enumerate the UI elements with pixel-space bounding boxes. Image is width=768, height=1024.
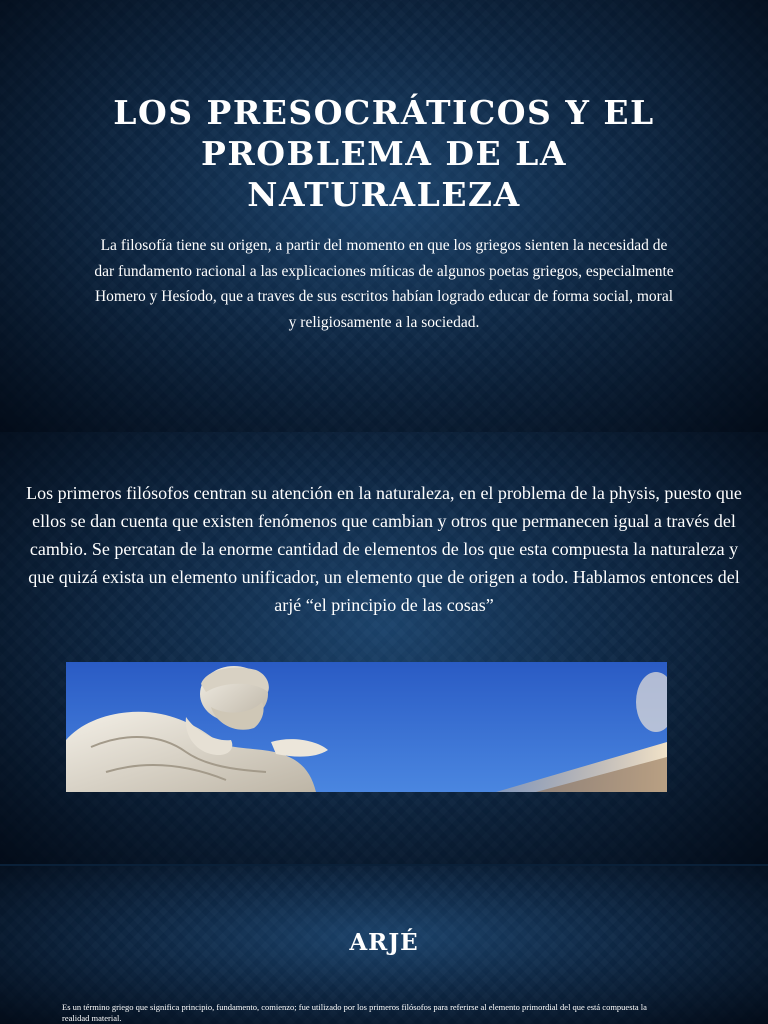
arje-heading: ARJÉ: [349, 929, 419, 956]
slide-title: LOS PRESOCRÁTICOS Y EL PROBLEMA DE LA NATURALEZA: [113, 93, 655, 214]
arje-definition: Es un término griego que significa principio, fundamento, comienzo; fue utilizado por los primeros filósofos para referirse al elemento primordial del que está compuesta la realidad material.: [62, 1002, 647, 1023]
physis-paragraph: Los primeros filósofos centran su atención en la naturaleza, en el problema de la physis, puesto que ellos se dan cuenta que existen fenómenos que cambian y otros que permanecen igual a través del cambio. Se percatan de la enorme cantidad de elementos de los que esta compuesta la naturaleza y que quizá exista un elemento unificador, un elemento que de origen a todo. Hablamos entonces del arjé “el principio de las cosas”: [26, 483, 742, 615]
philosopher-statue-image: [66, 662, 667, 792]
slide-3: [0, 866, 768, 1024]
intro-paragraph: La filosofía tiene su origen, a partir del momento en que los griegos sienten la necesidad de dar fundamento racional a las explicaciones míticas de algunos poetas griegos, especialmente Homero y Hesíodo, que a traves de sus escritos habían logrado educar de forma social, moral y religiosamente a la sociedad.: [94, 237, 674, 331]
slide-1: [0, 0, 768, 432]
slide-2: [0, 432, 768, 864]
